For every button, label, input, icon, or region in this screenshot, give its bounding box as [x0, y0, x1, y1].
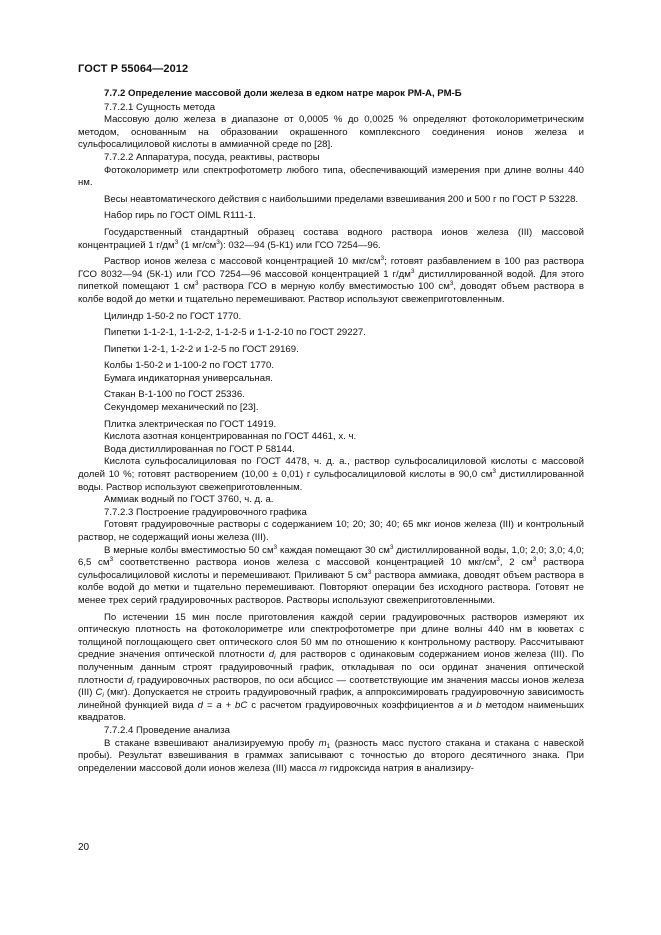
cylinder-item: Цилиндр 1-50-2 по ГОСТ 1770. — [104, 310, 242, 322]
scales-paragraph: Весы неавтоматического действия с наибольшими пределами взвешивания 200 и 500 г по ГОСТ Р 53228. — [104, 193, 579, 205]
pipettes-item-2: Пипетки 1-2-1, 1-2-2 и 1-2-5 по ГОСТ 29169. — [104, 343, 299, 355]
calibration-solutions-paragraph: Готовят градуировочные растворы с содержанием 10; 20; 30; 40; 65 мкг ионов железа (III) и контрольный раствор, не содержащий ионы железа (III). — [78, 519, 584, 543]
calibration-procedure-paragraph: В мерные колбы вместимостью 50 $см^3$ каждая помещают 30 $см^3$ дистиллированной воды, 1,0; 2,0; 3,0; 4,0; 6,5 $см^3$ соответственно раствора ионов железа с массовой концентрацией 10 мкг/$см^3$, 2 $см^3$ раствора сульфосалициловой кислоты и перемешивают. Приливают 5 $см^3$ раствора аммиака, доводят объем раствора в колбе водой до метки и тщательно перемешивают. Повторяют операции без исходного раствора. Готовят не менее трех серий градуировочных растворов. Растворы используют свежеприготовленными. — [78, 543, 584, 606]
beaker-item: Стакан В-1-100 по ГОСТ 25336. — [104, 389, 245, 401]
photometer-paragraph: Фотоколориметр или спектрофотометр любого типа, обеспечивающий измерения при длине волны 440 нм. — [78, 164, 584, 189]
gso-paragraph: Государственный стандартный образец состава водного раствора ионов железа (III) массовой концентрацией 1 $г/дм^3$ (1 $мг/см^3$): 032—94 (5-К1) или ГСО 7254—96. — [78, 226, 584, 251]
subsection-heading-7-7-2-1: 7.7.2.1 Сущность метода — [104, 101, 216, 113]
standard-header: ГОСТ Р 55064—2012 — [78, 63, 189, 75]
ammonia-item: Аммиак водный по ГОСТ 3760, ч. д. а. — [104, 494, 274, 506]
stove-item: Плитка электрическая по ГОСТ 14919. — [104, 418, 277, 430]
stopwatch-item: Секундомер механический по [23]. — [104, 402, 259, 414]
document-body — [78, 88, 584, 775]
analysis-paragraph: В стакане взвешивают анализируемую пробу $m_1$ (разность масс пустого стакана и стакана с навеской пробы). Результат взвешивания в граммах записывают с точностью до второго десятичного знака. При определении массовой доли ионов железа (III) масса m гидроксида натрия в анализиру- — [78, 737, 584, 774]
indicator-paper-item: Бумага индикаторная универсальная. — [104, 372, 273, 384]
flasks-item: Колбы 1-50-2 и 1-100-2 по ГОСТ 1770. — [104, 360, 274, 372]
method-essence-paragraph: Массовую долю железа в диапазоне от 0,0005 % до 0,0025 % определяют фотоколориметрическим методом, основанным на образовании окрашенного комплексного соединения ионов железа и сульфосалициловой кислоты в аммиачной среде по [28]. — [78, 114, 584, 151]
section-title-7-7-2: 7.7.2 Определение массовой доли железа в едком натре марок РМ-А, РМ-Б — [104, 88, 462, 99]
pipettes-item-1: Пипетки 1-1-2-1, 1-1-2-2, 1-1-2-5 и 1-1-2-10 по ГОСТ 29227. — [104, 327, 366, 339]
subsection-heading-7-7-2-4: 7.7.2.4 Проведение анализа — [104, 724, 230, 736]
nitric-acid-item: Кислота азотная концентрированная по ГОСТ 4461, х. ч. — [104, 431, 357, 443]
sulfosalicylic-acid-paragraph: Кислота сульфосалициловая по ГОСТ 4478, ч. д. а., раствор сульфосалициловой кислоты с массовой долей 10 %; готовят растворением (10,00 ± 0,01) г сульфосалициловой кислоты в 90,0 $см^3$ дистиллированной воды. Раствор используют свежеприготовленным. — [78, 456, 584, 493]
calibration-graph-paragraph: По истечении 15 мин после приготовления каждой серии градуировочных растворов измеряют их оптическую плотность на фотоколориметре или спектрофотометре при длине волны 440 нм в кюветах с толщиной поглощающего свет оптического слоя 50 мм по отношению к контрольному раствору. Рассчитывают средние значения оптической плотности $d_i$ для растворов с одинаковым содержанием ионов железа (III). По полученным данным строят градуировочный график, откладывая по оси ординат значения оптической плотности $d_i$ градуировочных растворов, по оси абсцисс — соответствующие им значения массы ионов железа (III) $C_i$ (мкг). Допускается не строить градуировочный график, а аппроксимировать градуировочную зависимость линейной функцией вида d = a + bC с расчетом градуировочных коэффициентов a и b методом наименьших квадратов. — [78, 611, 584, 724]
distilled-water-item: Вода дистиллированная по ГОСТ Р 58144. — [104, 443, 295, 455]
weights-paragraph: Набор гирь по ГОСТ OIML R111-1. — [104, 210, 256, 222]
subsection-heading-7-7-2-3: 7.7.2.3 Построение градуировочного графика — [104, 506, 307, 518]
page-number: 20 — [78, 842, 90, 853]
subsection-heading-7-7-2-2: 7.7.2.2 Аппаратура, посуда, реактивы, растворы — [104, 151, 320, 163]
iron-solution-paragraph: Раствор ионов железа с массовой концентрацией 10 мкг/$см^3$; готовят разбавлением в 100 раз раствора ГСО 8032—94 (5К-1) или ГСО 7254—96 массовой концентрацией 1 $г/дм^3$ дистиллированной водой. Для этого пипеткой помещают 1 $см^3$ раствора ГСО в мерную колбу вместимостью 100 $см^3$, доводят объем раствора в колбе водой до метки и тщательно перемешивают. Раствор используют свежеприготовленным. — [78, 255, 584, 305]
